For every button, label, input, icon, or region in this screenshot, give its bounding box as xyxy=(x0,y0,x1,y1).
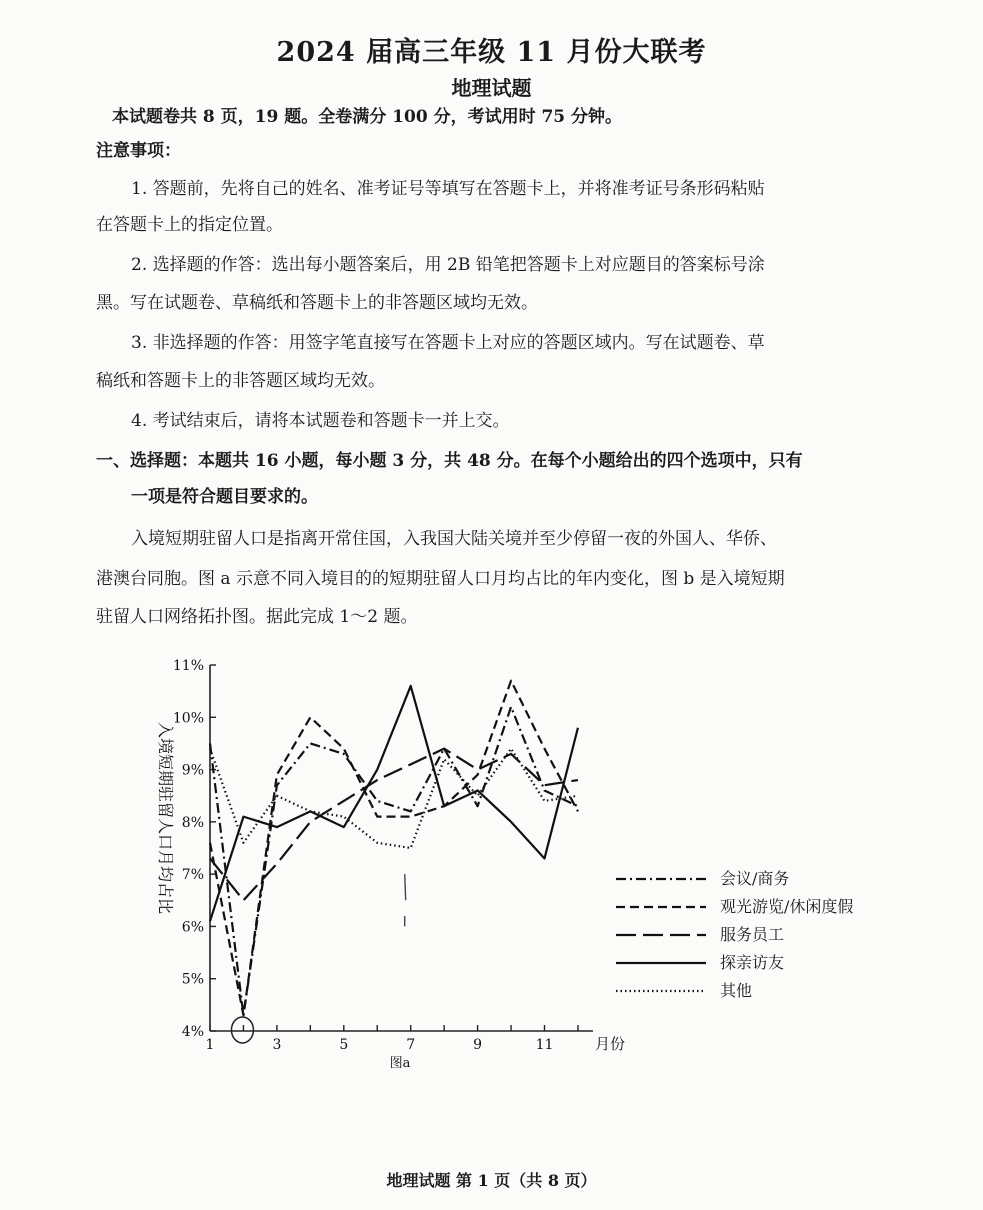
chart-legend xyxy=(614,868,914,1008)
legend-item xyxy=(614,952,914,976)
passage-line-3: 驻留人口网络拓扑图。据此完成 1～2 题。 xyxy=(96,607,418,627)
x-tick-label: 5 xyxy=(339,1037,349,1053)
x-tick-label: 3 xyxy=(272,1037,282,1053)
legend-item xyxy=(614,980,914,1004)
series-line-2 xyxy=(210,681,578,1016)
legend-swatch xyxy=(614,956,710,970)
legend-label: 其他 xyxy=(720,981,753,1000)
hand-drawn-circle xyxy=(231,1017,253,1043)
page-footer: 地理试题 第 1 页（共 8 页） xyxy=(386,1171,597,1190)
series-line-1 xyxy=(210,707,578,1015)
figure-a xyxy=(130,645,690,1085)
x-tick-label: 11 xyxy=(535,1037,554,1053)
subject-title: 地理试题 xyxy=(451,76,532,100)
y-tick-label: 4% xyxy=(181,1024,204,1040)
section-heading-line-1: 一、选择题：本题共 16 小题，每小题 3 分，共 48 分。在每个小题给出的四个选项中，只有 xyxy=(96,451,803,471)
pencil-mark xyxy=(405,874,406,900)
exam-info: 本试题卷共 8 页，19 题。全卷满分 100 分，考试用时 75 分钟。 xyxy=(112,107,623,127)
y-tick-label: 11% xyxy=(172,658,204,674)
x-axis-label: 月份 xyxy=(595,1035,626,1053)
passage-line-1: 入境短期驻留人口是指离开常住国，入我国大陆关境并至少停留一夜的外国人、华侨、 xyxy=(131,529,777,549)
x-tick-label: 7 xyxy=(406,1037,416,1053)
section-heading-line-2: 一项是符合题目要求的。 xyxy=(131,487,318,507)
exam-title: 2024 届高三年级 11 月份大联考 xyxy=(276,37,707,68)
legend-label: 服务员工 xyxy=(720,925,785,944)
y-tick-label: 9% xyxy=(181,762,204,779)
note-line-4: 黑。写在试题卷、草稿纸和答题卡上的非答题区域均无效。 xyxy=(96,293,538,313)
notes-heading: 注意事项： xyxy=(96,141,181,161)
note-line-7: 4. 考试结束后，请将本试题卷和答题卡一并上交。 xyxy=(131,411,510,431)
x-tick-label: 1 xyxy=(205,1037,215,1053)
legend-label: 探亲访友 xyxy=(720,953,785,972)
note-line-5: 3. 非选择题的作答：用签字笔直接写在答题卡上对应的答题区域内。写在试题卷、草 xyxy=(131,333,765,353)
passage-line-2: 港澳台同胞。图 a 示意不同入境目的的短期驻留人口月均占比的年内变化，图 b 是入境短期 xyxy=(96,569,785,589)
note-line-3: 2. 选择题的作答：选出每小题答案后，用 2B 铅笔把答题卡上对应题目的答案标号涂 xyxy=(131,255,765,275)
legend-item xyxy=(614,924,914,948)
legend-swatch xyxy=(614,872,710,886)
note-line-1: 1. 答题前，先将自己的姓名、准考证号等填写在答题卡上，并将准考证号条形码粘贴 xyxy=(131,179,765,199)
y-axis-label: 入境短期驻留人口月均占比 xyxy=(156,721,175,915)
y-tick-label: 7% xyxy=(181,867,204,884)
legend-label: 会议/商务 xyxy=(720,869,790,888)
figure-caption: 图a xyxy=(389,1056,411,1071)
legend-swatch xyxy=(614,984,710,998)
legend-label: 观光游览/休闲度假 xyxy=(720,897,854,916)
note-line-2: 在答题卡上的指定位置。 xyxy=(96,215,283,235)
legend-swatch xyxy=(614,900,710,914)
legend-item xyxy=(614,896,914,920)
legend-swatch xyxy=(614,928,710,942)
y-tick-label: 5% xyxy=(181,971,204,988)
note-line-6: 稿纸和答题卡上的非答题区域均无效。 xyxy=(96,371,385,391)
line-chart xyxy=(130,645,690,1085)
series-line-4 xyxy=(210,686,578,921)
y-tick-label: 8% xyxy=(181,814,204,831)
y-tick-label: 10% xyxy=(172,710,204,727)
y-tick-label: 6% xyxy=(181,919,204,936)
legend-item xyxy=(614,868,914,892)
x-tick-label: 9 xyxy=(473,1037,483,1053)
